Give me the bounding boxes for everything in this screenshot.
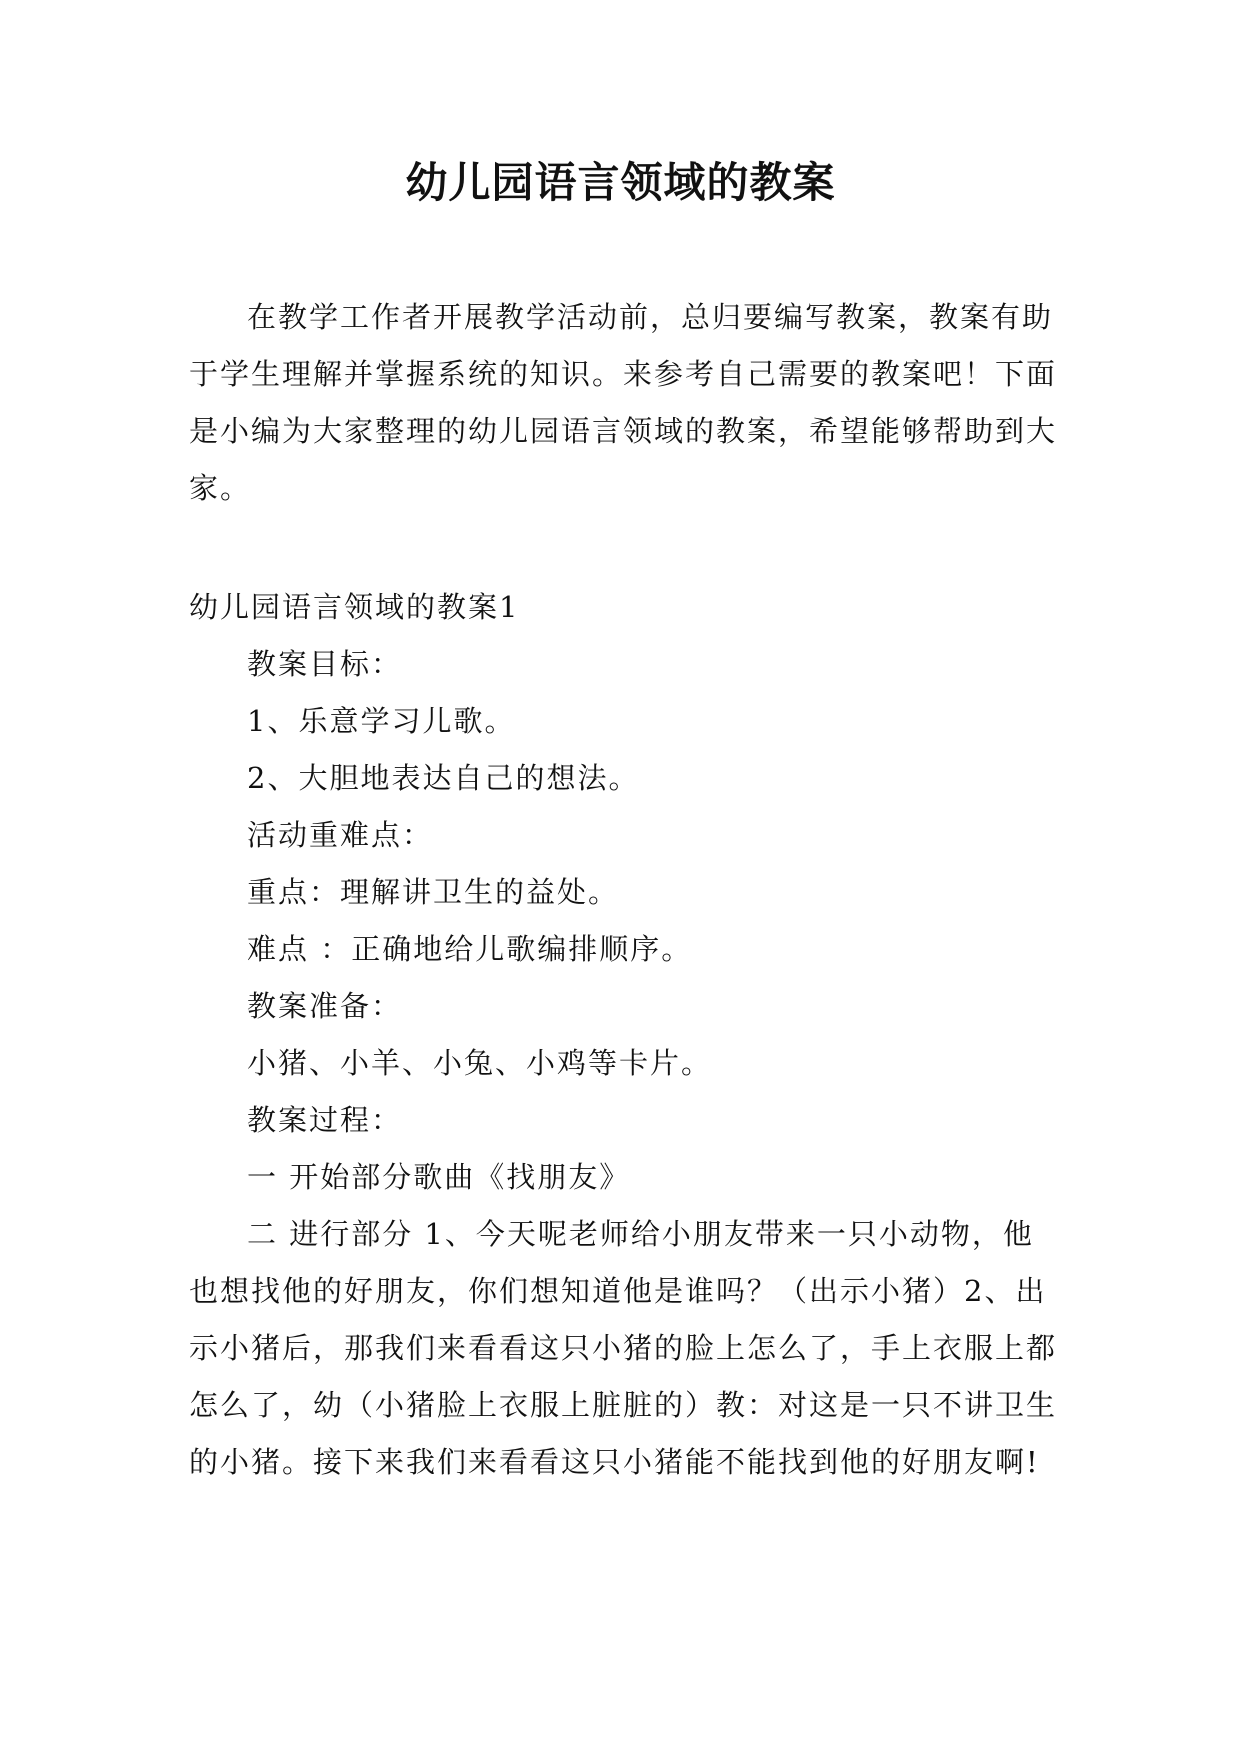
- lesson-line: 1、乐意学习儿歌。: [247, 704, 516, 738]
- section-heading: 幼儿园语言领域的教案1: [189, 590, 520, 624]
- document-title: 幼儿园语言领域的教案: [405, 158, 836, 207]
- lesson-line: 难点 ：正确地给儿歌编排顺序。: [247, 932, 693, 966]
- intro-paragraph: 在教学工作者开展教学活动前，总归要编写教案，教案有助于学生理解并掌握系统的知识。来参考自己需要的教案吧！下面是小编为大家整理的幼儿园语言领域的教案，希望能够帮助到大家。: [189, 300, 1058, 505]
- process-paragraph: 二 进行部分 1、今天呢老师给小朋友带来一只小动物，他也想找他的好朋友，你们想知道他是谁吗？（出示小猪）2、出示小猪后，那我们来看看这只小猪的脸上怎么了，手上衣服上都怎么了，幼（小猪脸上衣服上脏脏的）教：对这是一只不讲卫生的小猪。接下来我们来看看这只小猪能不能找到他的好朋友啊!: [189, 1217, 1058, 1479]
- lesson-line: 教案准备：: [247, 989, 403, 1023]
- lesson-line: 小猪、小羊、小兔、小鸡等卡片。: [247, 1046, 713, 1080]
- lesson-line: 2、大胆地表达自己的想法。: [247, 761, 640, 795]
- lesson-line: 教案过程：: [247, 1103, 403, 1137]
- lesson-line: 重点：理解讲卫生的益处。: [247, 875, 620, 909]
- lesson-line: 活动重难点：: [247, 818, 434, 852]
- lesson-line: 教案目标：: [247, 647, 403, 681]
- intro-section: [189, 289, 1061, 517]
- lesson-line: 一 开始部分歌曲《找朋友》: [247, 1160, 631, 1194]
- lesson-section: [189, 579, 1061, 1491]
